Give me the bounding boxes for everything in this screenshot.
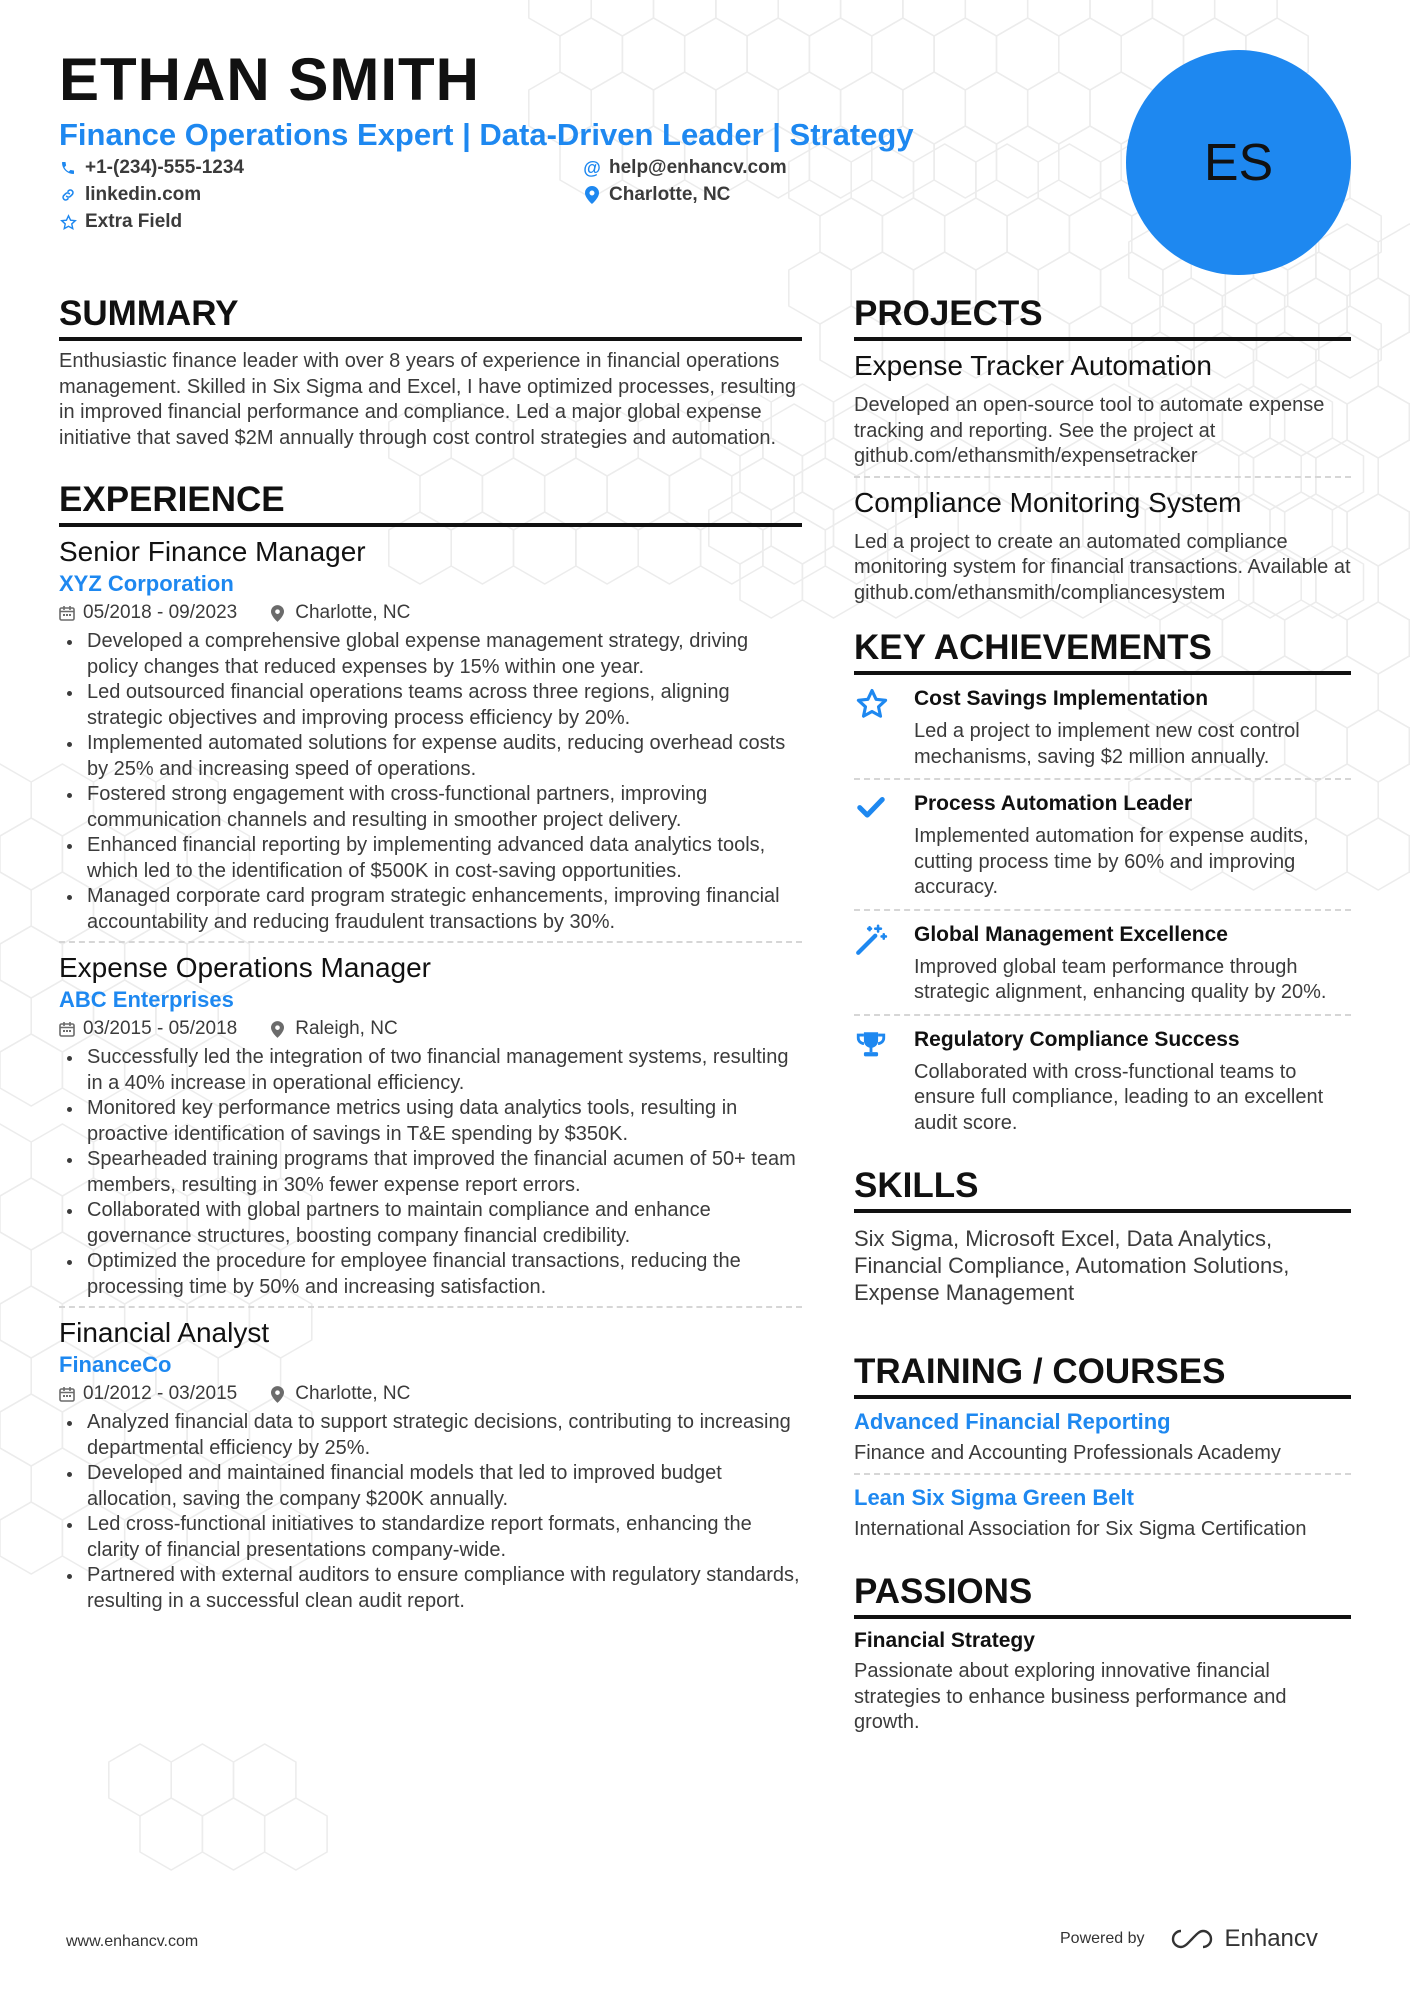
passions-heading: PASSIONS	[854, 1572, 1351, 1619]
enhancv-logo-icon	[1169, 1928, 1215, 1950]
location-pin-icon	[271, 1386, 287, 1402]
hexagon-shape	[0, 818, 62, 890]
hexagon-shape	[1059, 126, 1121, 198]
hexagon-shape	[0, 1178, 62, 1250]
hexagon-shape	[872, 18, 934, 90]
achievement-item	[854, 1016, 1351, 1145]
avatar: ES	[1126, 50, 1351, 275]
hexagon-shape	[1347, 386, 1409, 458]
job-meta	[59, 599, 802, 627]
hexagon-shape	[1378, 764, 1410, 836]
bullet-item: Developed a comprehensive global expense management strategy, driving policy changes that reduced expenses by 15% within one year.	[59, 629, 802, 680]
enhancv-logo[interactable]	[1169, 1925, 1318, 1953]
contact-email[interactable]	[583, 156, 787, 180]
achievements-heading: KEY ACHIEVEMENTS	[854, 628, 1351, 675]
bullet-item: Partnered with external auditors to ensure compliance with regulatory standards, resulting in a successful clean audit report.	[59, 1563, 802, 1614]
hexagon-shape	[882, 198, 944, 270]
hexagon-shape	[0, 764, 31, 836]
skills-heading: SKILLS	[854, 1166, 1351, 1213]
hexagon-shape	[0, 1340, 31, 1412]
achievement-item	[854, 911, 1351, 1014]
hexagon-shape	[1090, 0, 1152, 36]
bullet-item: Managed corporate card program strategic enhancements, improving financial accountability and reducing fraudulent transactions by 30%.	[59, 884, 802, 935]
hexagon-shape	[685, 18, 747, 90]
hexagon-shape	[809, 18, 871, 90]
achievement-description: Implemented automation for expense audits, cutting process time by 60% and improving accuracy.	[914, 825, 1309, 898]
hexagon-shape	[976, 144, 1038, 216]
brand-name: Enhancv	[1224, 1925, 1318, 1952]
hexagon-shape	[965, 0, 1027, 36]
hexagon-shape	[747, 18, 809, 90]
divider	[59, 941, 802, 943]
hexagon-shape	[1316, 224, 1378, 296]
hexagon-shape	[934, 126, 996, 198]
job-dates: 05/2018 - 09/2023	[83, 602, 238, 623]
hexagon-shape	[0, 1034, 62, 1106]
hexagon-shape	[0, 1394, 62, 1466]
achievement-title: Process Automation Leader	[914, 792, 1193, 815]
hexagon-shape	[1347, 818, 1409, 890]
bullet-item: Enhanced financial reporting by implementing advanced data analytics tools, which led to the identification of $500K in cost-saving opportunities.	[59, 833, 802, 884]
summary-text: Enthusiastic finance leader with over 8 years of experience in financial operations management. Skilled in Six Sigma and Excel, I have optimized processes, resulting in improved financial performance and compliance. Led a major global expense initiative that saved $2M annually through cost control strategies and automation.	[59, 350, 797, 449]
hexagon-shape	[914, 144, 976, 216]
passion-title: Financial Strategy	[854, 1629, 1035, 1652]
job-location: Charlotte, NC	[295, 602, 411, 623]
job-entry	[59, 951, 802, 1308]
at-icon: @	[583, 158, 601, 178]
bullet-item: Monitored key performance metrics using data analytics tools, resulting in proactive identification of savings in T&E spending by $350K.	[59, 1096, 802, 1147]
hexagon-shape	[934, 18, 996, 90]
contact-phone[interactable]	[59, 156, 244, 180]
bullet-item: Optimized the procedure for employee financial transactions, reducing the processing time by 50% and increasing satisfaction.	[59, 1249, 802, 1300]
course-organization: Finance and Accounting Professionals Academy	[854, 1442, 1281, 1464]
footer-website[interactable]: www.enhancv.com	[66, 1933, 199, 1950]
trophy-icon	[854, 1026, 914, 1137]
achievement-item	[854, 675, 1351, 778]
contact-location	[583, 183, 730, 207]
hexagon-shape	[1069, 198, 1131, 270]
projects-heading: PROJECTS	[854, 294, 1351, 341]
bullet-item: Implemented automated solutions for expense audits, reducing overhead costs by 25% and increasing speed of operations.	[59, 731, 802, 782]
hexagon-shape	[716, 0, 778, 36]
job-dates: 03/2015 - 05/2018	[83, 1018, 238, 1039]
footer-branding	[1060, 1925, 1318, 1953]
hexagon-shape	[0, 1124, 31, 1196]
linkedin-text: linkedin.com	[85, 184, 202, 205]
achievement-title: Regulatory Compliance Success	[914, 1027, 1240, 1051]
bullet-item: Led cross-functional initiatives to standardize report formats, enhancing the clarity of financial presentations company-wide.	[59, 1512, 802, 1563]
company-name: FinanceCo	[59, 1352, 172, 1377]
course-organization: International Association for Six Sigma Certification	[854, 1517, 1307, 1540]
achievement-description: Collaborated with cross-functional teams to ensure full compliance, leading to an excellent audit score.	[914, 1060, 1324, 1134]
job-dates: 01/2012 - 03/2015	[83, 1383, 238, 1404]
hexagon-shape	[0, 872, 31, 944]
hexagon-shape	[1028, 72, 1090, 144]
job-bullets	[59, 1410, 802, 1614]
course-entry	[854, 1407, 1351, 1475]
company-name: XYZ Corporation	[59, 571, 234, 596]
bullet-item: Led outsourced financial operations teams across three regions, aligning strategic objectives and improving process efficiency by 20%.	[59, 680, 802, 731]
achievement-item	[854, 780, 1351, 909]
hexagon-shape	[1152, 0, 1214, 36]
hexagon-shape	[171, 1744, 233, 1816]
hexagon-shape	[997, 126, 1059, 198]
achievement-description: Led a project to implement new cost control mechanisms, saving $2 million annually.	[914, 720, 1300, 768]
hexagon-shape	[0, 926, 62, 998]
course-title: Lean Six Sigma Green Belt	[854, 1484, 1134, 1510]
job-location: Raleigh, NC	[295, 1018, 398, 1039]
project-entry	[854, 349, 1351, 478]
hexagon-shape	[1378, 224, 1410, 296]
hexagon-shape	[1378, 332, 1410, 404]
project-description: Led a project to create an automated compliance monitoring system for financial transactions. Available at github.com/ethansmith/compliancesystem	[854, 530, 1351, 604]
hexagon-shape	[1378, 656, 1410, 728]
hexagon-shape	[945, 198, 1007, 270]
course-entry	[854, 1483, 1351, 1543]
hexagon-shape	[0, 1232, 31, 1304]
skills-text: Six Sigma, Microsoft Excel, Data Analytics, Financial Compliance, Automation Solutions, Expense Management	[854, 1226, 1290, 1305]
checkmark-icon	[854, 790, 914, 901]
hexagon-shape	[0, 1286, 62, 1358]
course-title: Advanced Financial Reporting	[854, 1409, 1171, 1434]
hexagon-shape	[622, 18, 684, 90]
job-title: Senior Finance Manager	[59, 536, 366, 567]
extra-text: Extra Field	[85, 211, 183, 232]
hexagon-shape	[140, 1798, 202, 1870]
phone-icon	[59, 159, 77, 177]
job-meta	[59, 1380, 802, 1408]
hexagon-shape	[997, 18, 1059, 90]
achievement-description: Improved global team performance through strategic alignment, enhancing quality by 20%.	[914, 955, 1327, 1003]
hexagon-shape	[794, 458, 856, 530]
summary-heading: SUMMARY	[59, 294, 802, 341]
hexagon-shape	[1038, 144, 1100, 216]
divider	[59, 1306, 802, 1308]
location-pin-icon	[271, 605, 287, 621]
link-icon	[59, 186, 77, 204]
calendar-icon	[59, 1386, 75, 1402]
hexagon-shape	[1059, 18, 1121, 90]
bullet-item: Fostered strong engagement with cross-functional partners, improving communication channels and resulting in smoother project delivery.	[59, 782, 802, 833]
project-description: Developed an open-source tool to automate expense tracking and reporting. See the project at github.com/ethansmith/expensetracker	[854, 394, 1325, 467]
hexagon-shape	[0, 1448, 31, 1520]
job-meta	[59, 1015, 802, 1043]
job-bullets	[59, 629, 802, 935]
contact-linkedin[interactable]	[59, 183, 201, 207]
hexagon-shape	[1378, 548, 1410, 620]
hexagon-shape	[778, 0, 840, 36]
hexagon-shape	[0, 1502, 62, 1574]
project-title: Compliance Monitoring System	[854, 486, 1242, 518]
hexagon-shape	[1347, 494, 1409, 566]
job-title: Financial Analyst	[59, 1317, 270, 1348]
calendar-icon	[59, 605, 75, 621]
divider	[854, 476, 1351, 478]
hexagon-shape	[234, 1744, 296, 1816]
left-column	[59, 294, 802, 1614]
location-text: Charlotte, NC	[609, 184, 731, 205]
candidate-name: ETHAN SMITH	[59, 46, 480, 113]
calendar-icon	[59, 1021, 75, 1037]
hexagon-shape	[1378, 440, 1410, 512]
phone-text: +1-(234)-555-1234	[85, 157, 244, 178]
job-title: Expense Operations Manager	[59, 952, 431, 983]
magic-wand-icon	[854, 921, 914, 1006]
bullet-item: Developed and maintained financial models that led to improved budget allocation, saving the company $200K annually.	[59, 1461, 802, 1512]
email-text: help@enhancv.com	[609, 157, 787, 178]
company-name: ABC Enterprises	[59, 987, 234, 1012]
hexagon-shape	[265, 1798, 327, 1870]
job-entry	[59, 1316, 802, 1614]
hexagon-shape	[903, 0, 965, 36]
bullet-item: Collaborated with global partners to maintain compliance and enhance governance structures, boosting company financial credibility.	[59, 1198, 802, 1249]
hexagon-shape	[529, 0, 591, 36]
right-column	[854, 294, 1351, 1736]
hexagon-shape	[202, 1798, 264, 1870]
hexagon-shape	[1215, 0, 1277, 36]
hexagon-shape	[654, 0, 716, 36]
job-entry	[59, 535, 802, 943]
location-pin-icon	[583, 186, 601, 204]
divider	[854, 1473, 1351, 1475]
training-heading: TRAINING / COURSES	[854, 1352, 1351, 1399]
hexagon-shape	[1028, 0, 1090, 36]
hexagon-shape	[1347, 602, 1409, 674]
hexagon-shape	[560, 18, 622, 90]
hexagon-shape	[591, 0, 653, 36]
achievement-title: Global Management Excellence	[914, 922, 1228, 946]
hexagon-shape	[820, 198, 882, 270]
star-icon	[854, 685, 914, 770]
hexagon-shape	[0, 980, 31, 1052]
bullet-item: Analyzed financial data to support strategic decisions, contributing to increasing departmental efficiency by 25%.	[59, 1410, 802, 1461]
experience-heading: EXPERIENCE	[59, 480, 802, 527]
hexagon-shape	[965, 72, 1027, 144]
achievement-title: Cost Savings Implementation	[914, 687, 1209, 710]
location-pin-icon	[271, 1021, 287, 1037]
project-title: Expense Tracker Automation	[854, 350, 1212, 381]
bullet-item: Spearheaded training programs that improved the financial acumen of 50+ team members, resulting in 30% fewer expense report errors.	[59, 1147, 802, 1198]
passion-description: Passionate about exploring innovative financial strategies to enhance business performance and growth.	[854, 1660, 1287, 1733]
headline: Finance Operations Expert | Data-Driven Leader | Strategy	[59, 117, 914, 152]
hexagon-shape	[841, 0, 903, 36]
contact-extra	[59, 210, 182, 234]
hexagon-shape	[1007, 198, 1069, 270]
job-bullets	[59, 1045, 802, 1300]
hexagon-shape	[1347, 278, 1409, 350]
project-entry	[854, 486, 1351, 607]
job-location: Charlotte, NC	[295, 1383, 411, 1404]
hexagon-shape	[109, 1744, 171, 1816]
powered-by-text: Powered by	[1060, 1930, 1145, 1947]
star-outline-icon	[59, 213, 77, 231]
bullet-item: Successfully led the integration of two financial management systems, resulting in a 40% increase in operational efficiency.	[59, 1045, 802, 1096]
hexagon-shape	[1347, 710, 1409, 782]
